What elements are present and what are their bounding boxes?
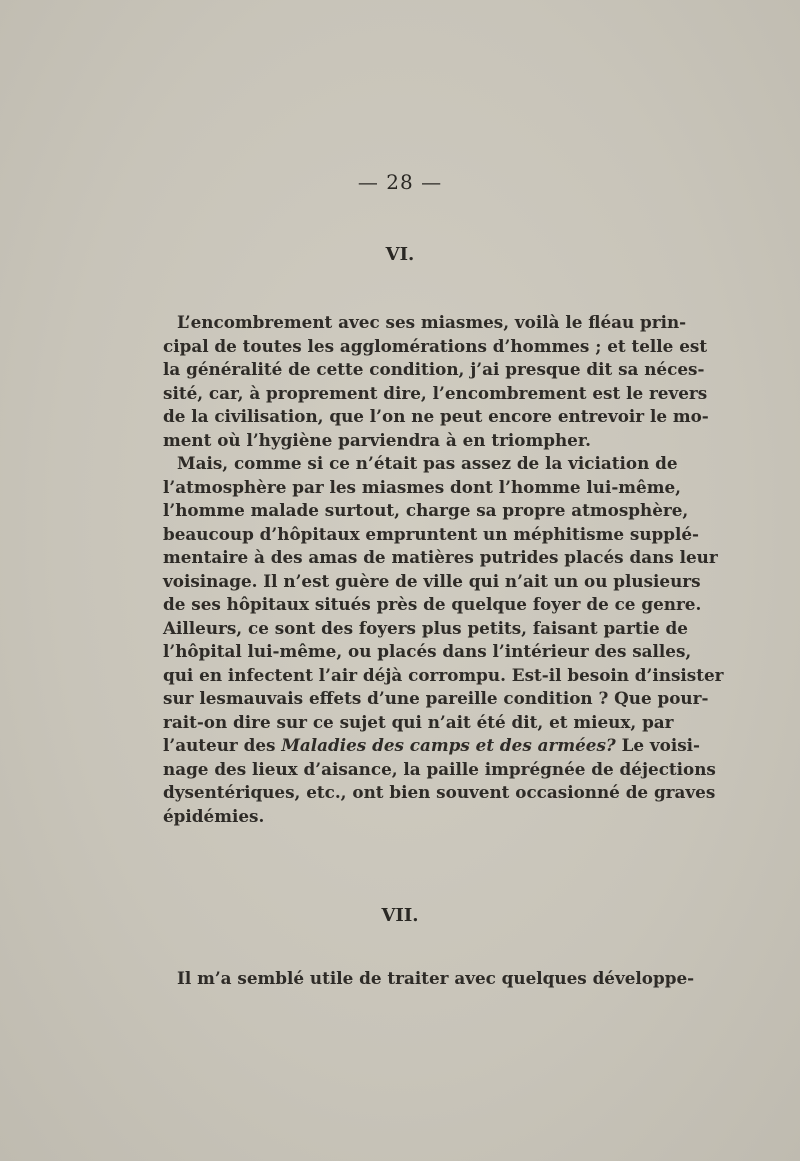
text-line: Mais, comme si ce n’était pas assez de la viciation de (177, 453, 678, 473)
text-line-with-title (163, 734, 701, 758)
book-title: Maladies des camps et des armées? (281, 735, 616, 755)
text-line: dysentériques, etc., ont bien souvent occasionné de graves (163, 782, 716, 802)
text-fragment: l’auteur des (163, 735, 282, 755)
text-line: cipal de toutes les agglomérations d’hommes ; et telle est (163, 335, 708, 356)
text-line: beaucoup d’hôpitaux empruntent un méphitisme supplé- (163, 523, 700, 544)
text-line: sité, car, à proprement dire, l’encombrement est le revers (163, 382, 708, 403)
text-line: l’atmosphère par les miasmes dont l’homme lui-même, (163, 476, 682, 497)
section-heading-vii: VII. (381, 905, 419, 926)
text-line: l’homme malade surtout, charge sa propre atmosphère, (163, 500, 689, 520)
text-fragment: Le voisi- (615, 735, 701, 755)
text-line: voisinage. Il n’est guère de ville qui n’ait un ou plusieurs (163, 570, 701, 591)
text-line: mentaire à des amas de matières putrides placés dans leur (163, 547, 718, 567)
section-heading-vi: VI. (385, 244, 415, 265)
text-line: ment où l’hygiène parviendra à en triompher. (163, 429, 591, 450)
text-line: l’hôpital lui-même, ou placés dans l’intérieur des salles, (163, 641, 692, 661)
text-line: de la civilisation, que l’on ne peut encore entrevoir le mo- (163, 406, 709, 426)
section-vii-body (163, 967, 695, 991)
page-number: — 28 — (357, 170, 443, 194)
text-line: qui en infectent l’air déjà corrompu. Est-il besoin d’insister (163, 664, 724, 685)
text-line: rait-on dire sur ce sujet qui n’ait été dit, et mieux, par (163, 711, 674, 732)
text-line: la généralité de cette condition, j’ai presque dit sa néces- (163, 359, 705, 379)
text-line: nage des lieux d’aisance, la paille imprégnée de déjections (163, 758, 716, 779)
text-line: sur lesmauvais effets d’une pareille condition ? Que pour- (163, 688, 709, 708)
text-line: L’encombrement avec ses miasmes, voilà le fléau prin- (177, 312, 687, 332)
text-line: Il m’a semblé utile de traiter avec quelques développe- (177, 968, 695, 988)
text-line: Ailleurs, ce sont des foyers plus petits, faisant partie de (163, 617, 688, 638)
section-vi-body (163, 311, 724, 828)
text-line: de ses hôpitaux situés près de quelque foyer de ce genre. (163, 594, 702, 614)
text-line: épidémies. (163, 805, 265, 826)
